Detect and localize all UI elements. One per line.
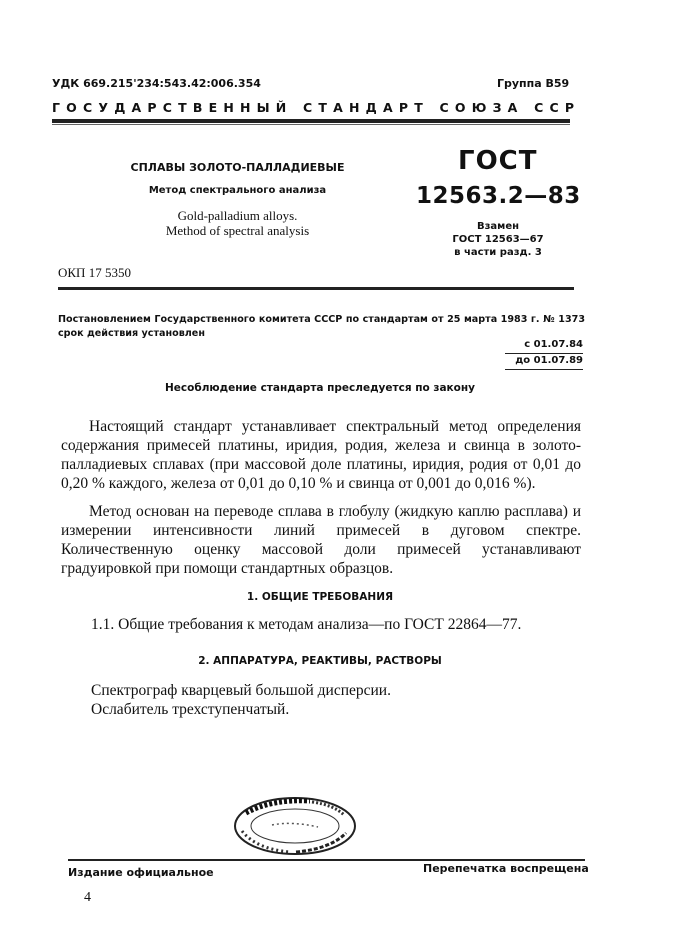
section-2-line-1: Спектрограф кварцевый большой дисперсии. [91,682,391,699]
header-rule [52,119,570,123]
title-russian: СПЛАВЫ ЗОЛОТО-ПАЛЛАДИЕВЫЕ [130,161,345,174]
replace-label: Взамен [476,221,520,232]
udk-code: УДК 669.215'234:543.42:006.354 [52,77,261,90]
section-2-heading: 2. АППАРАТУРА, РЕАКТИВЫ, РАСТВОРЫ [198,655,442,667]
section-1-text: 1.1. Общие требования к методам анализа—по ГОСТ 22864—77. [91,616,522,633]
valid-from-underline [505,353,583,354]
decree-text: Постановлением Государственного комитета СССР по стандартам от 25 марта 1983 г. № 1373 срок действия установлен [58,314,585,339]
replace-gost: ГОСТ 12563—67 [452,234,544,245]
okp-code: ОКП 17 5350 [58,265,131,280]
state-standard-banner: ГОСУДАРСТВЕННЫЙ СТАНДАРТ СОЮЗА ССР [52,100,581,115]
title-english [120,208,355,238]
section-1-heading: 1. ОБЩИЕ ТРЕБОВАНИЯ [246,591,394,603]
title-english-line2: Method of spectral analysis [165,223,310,238]
group-code: Группа В59 [497,77,570,90]
gost-label: ГОСТ [458,146,538,176]
page-number: 4 [84,890,91,905]
valid-to-underline [505,369,583,370]
body-paragraph-2: Метод основан на переводе сплава в глобулу (жидкую каплю расплава) и измерении интенсивности линий примесей в дуговом спектре. Количественную оценку массовой доли примесей устанавливают градуировкой при помощи стандартных образцов. [61,503,581,577]
law-notice: Несоблюдение стандарта преследуется по закону [165,382,475,394]
edition-note: Издание официальное [68,866,214,879]
reprint-note: Перепечатка воспрещена [423,862,589,875]
library-stamp-icon [232,795,358,857]
body-paragraph-1: Настоящий стандарт устанавливает спектральный метод определения содержания примесей платины, иридия, родия, железа и свинца в золото-палладиевых сплавах (при массовой доле платины, иридия, родия от 0,01 до 0,20 % каждого, железа от 0,01 до 0,10 % и свинца от 0,001 до 0,016 %). [61,418,581,492]
replacement-note [443,220,553,259]
divider-rule [58,287,574,290]
valid-from: с 01.07.84 [524,339,583,350]
header-rule-thin [52,124,570,125]
section-2-text [91,681,391,719]
replace-part: в части разд. 3 [454,247,542,258]
gost-number: 12563.2—83 [416,183,581,209]
valid-to: до 01.07.89 [515,355,583,366]
method-russian: Метод спектрального анализа [148,185,327,196]
footer-rule [68,859,585,861]
section-2-line-2: Ослабитель трехступенчатый. [91,701,290,718]
title-english-line1: Gold-palladium alloys. [177,208,298,223]
